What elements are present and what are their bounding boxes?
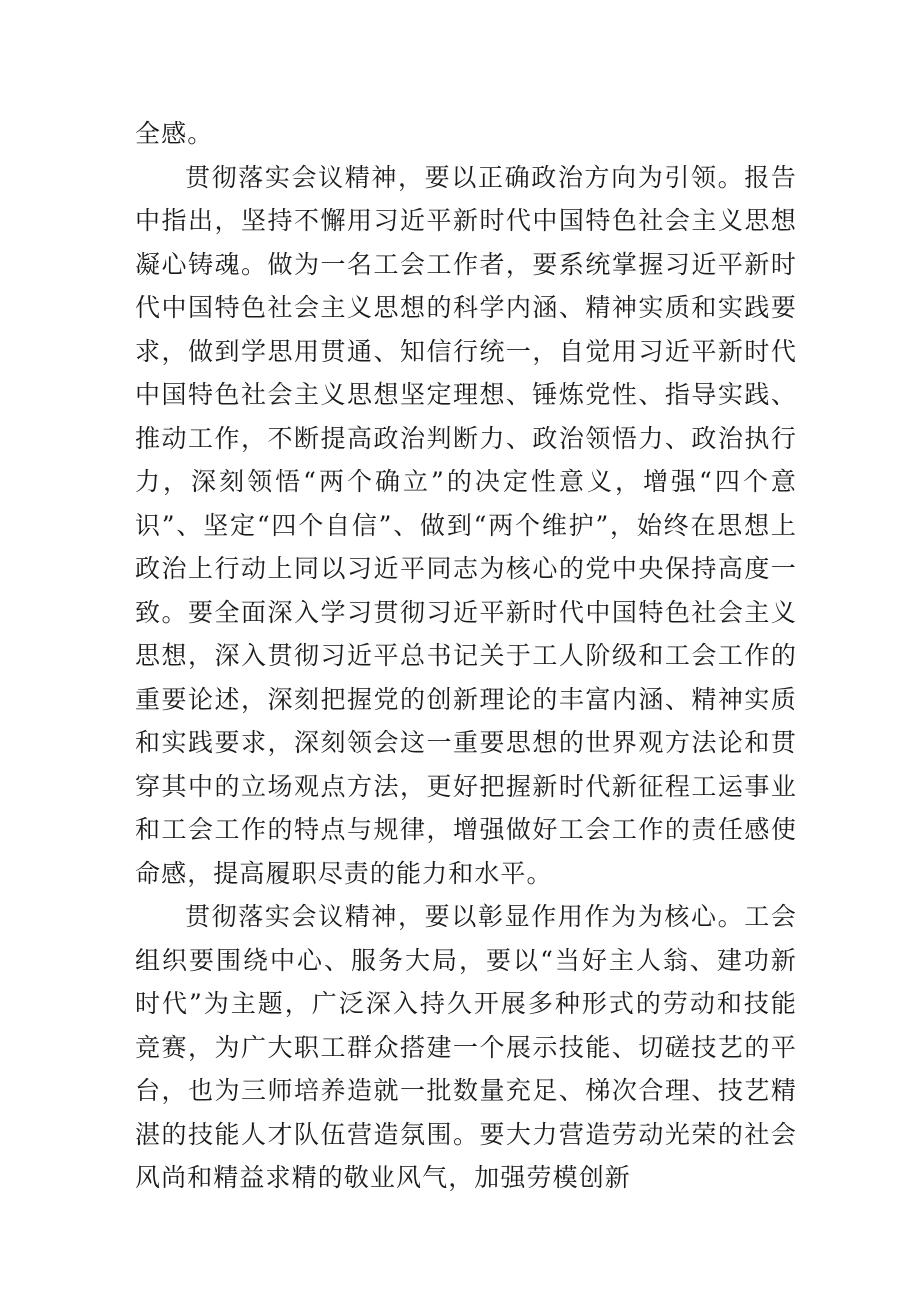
paragraph-political-direction: 贯彻落实会议精神，要以正确政治方向为引领。报告中指出，坚持不懈用习近平新时代中国特色社会主义思想凝心铸魂。做为一名工会工作者，要系统掌握习近平新时代中国特色社会主义思想的科学内涵、精神实质和实践要求，做到学思用贯通、知信行统一，自觉用习近平新时代中国特色社会主义思想坚定理想、锤炼党性、指导实践、推动工作，不断提高政治判断力、政治领悟力、政治执行力，深刻领悟“两个确立”的决定性意义，增强“四个意识”、坚定“四个自信”、做到“两个维护”，始终在思想上政治上行动上同以习近平同志为核心的党中央保持高度一致。要全面深入学习贯彻习近平新时代中国特色社会主义思想，深入贯彻习近平总书记关于工人阶级和工会工作的重要论述，深刻把握党的创新理论的丰富内涵、精神实质和实践要求，深刻领会这一重要思想的世界观方法论和贯穿其中的立场观点方法，更好把握新时代新征程工运事业和工会工作的特点与规律，增强做好工会工作的责任感使命感，提高履职尽责的能力和水平。: [135, 162, 797, 888]
document-body: [135, 112, 797, 1200]
paragraph-continuation: 全感。: [135, 119, 214, 148]
paragraph-role-core: 贯彻落实会议精神，要以彰显作用作为为核心。工会组织要围绕中心、服务大局，要以“当好主人翁、建功新时代”为主题，广泛深入持久开展多种形式的劳动和技能竞赛，为广大职工群众搭建一个展示技能、切磋技艺的平台，也为三师培养造就一批数量充足、梯次合理、技艺精湛的技能人才队伍营造氛围。要大力营造劳动光荣的社会风尚和精益求精的敬业风气，加强劳模创新: [135, 902, 797, 1192]
